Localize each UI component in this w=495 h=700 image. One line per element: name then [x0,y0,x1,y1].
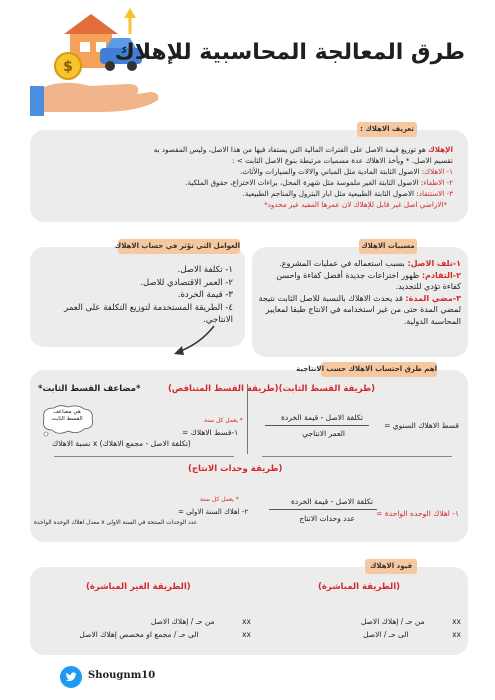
straight-line-denominator: العمر الانتاجي [302,429,345,438]
methods-tag: اهم طرق احتساب الاهلاك حسب الانتاجية [321,362,437,377]
cause-text: بسبب استعماله في عمليات المشروع. [279,259,408,268]
factor-item: ٤- الطريقة المستخدمة لتوزيع التكلفة على العمر الانتاجي. [64,302,233,325]
units-fraction-bar [269,509,377,510]
factor-item: ٢- العمر الاقتصادي للاصل. [140,277,233,288]
svg-text:$: $ [63,59,73,75]
definition-term: الإهلاك [428,145,453,154]
units-lhs [376,509,459,518]
definition-tag: تعريف الاهلاك : [357,122,417,137]
straight-line-fraction-bar [265,425,369,426]
definition-item-text: : الاصول الثابتة المادية مثل المباني والالات والسيارات والأثاث. [240,167,425,176]
entry-amount: xx [452,630,461,639]
entry-text: من حـ / إهلاك الاصل [150,617,215,626]
direct-entry-row [261,630,461,639]
factor-item: ٣- قيمة الخردة. [177,290,233,300]
cause-label: ١-تلف الاصل: [407,259,461,268]
declining-subtitle: *مضاعف القسط الثابت* [38,384,141,394]
entry-amount: xx [242,617,251,626]
entry-amount: xx [452,617,461,626]
entry-text: الى حـ / مجمع او مخصص إهلاك الاصل [79,630,199,639]
method-divider [247,384,248,454]
definition-item-label: ٢- الاطفاء [423,178,453,187]
cause-label: ٢-التقادم: [421,270,461,280]
definition-item-label: ١- الاهلاك [424,167,453,176]
factors-tag: العوامل التي تؤثر في حساب الاهلاك [118,239,240,254]
arrow-icon [170,322,220,358]
definition-note: *الاراضي اصل غير قابل للإهلاك لان عمرها المفيد غير محدود* [264,200,447,209]
indirect-entry-row [41,617,251,626]
methods-divider-line [262,456,452,457]
causes-tag: مسببات الاهلاك [359,239,417,254]
entry-amount: xx [242,630,251,639]
definition-line1: هو توزيع قيمة الاصل على الفترات المالية التي يستفاد فيها من هذا الاصل، وليس المقصود به [153,145,426,154]
entry-text: الى حـ / الاصل [363,630,409,639]
factor-item: ١- تكلفة الاصل. [177,265,233,275]
twitter-icon[interactable] [60,666,82,688]
methods-divider-line [54,456,234,457]
straight-line-numerator: تكلفة الاصل - قيمة الخردة [280,413,363,422]
definition-text [37,144,453,210]
entries-tag: قيود الاهلاك [365,559,417,574]
declining-formula: (تكلفة الاصل - مجمع الاهلاك) x نسبة الاهلاك [52,439,191,448]
declining-note: * يعمل كل سنة [204,417,243,424]
definition-item-text: : الاصول الثابتة الطبيعية مثل ابار البترول والمناجم الطبيعية. [242,189,419,198]
cause-text: ظهور اختراعات جديدة أفضل كفاءة واحسن كفاءة تؤدي للتجديد. [276,270,461,291]
direct-entry-row [261,617,461,626]
units-numerator: تكلفة الاصل - قيمة الخردة [290,497,373,506]
units-title: (طريقة وحدات الانتاج) [188,464,283,474]
cause-label: ٣-مضي المدة: [405,293,461,303]
declining-lhs: ١-قسط الاهلاك = [182,428,239,437]
definition-item-label: ٣- الاستنفاد [418,189,453,198]
units-note: * يعمل كل سنة [200,496,239,503]
indirect-method-title: (الطريقة الغير المباشرة) [86,582,191,592]
definition-line2: تقسيم الاصل. * ويأخذ الاهلاك عدة مسميات مرتبطة بنوع الاصل الثابت > : [232,156,453,165]
entry-text: من حـ / إهلاك الاصل [360,617,425,626]
definition-item-text: : الاصول الثابتة الغير ملموسة مثل شهرة المحل، براءات الاختراع، حقوق الملكية. [185,178,424,187]
causes-list [257,258,461,327]
straight-line-title: (طريقة القسط الثابت) [278,384,375,394]
indirect-entry-row [41,630,251,639]
units-lhs-text: ١- اهلاك الوحده الواحدة = [376,509,459,518]
cause-text: قد يحدث الاهلاك بالنسبة للاصل الثابت نتيجة لمضي المدة حتى من غير استخدامه في الانتاج طبقا لمعايير المحاسبة الدولية. [258,293,461,326]
units-second-lhs: ٢- اهلاك السنة الاولى = [178,508,249,516]
direct-method-title: (الطريقة المباشرة) [318,582,400,592]
units-denominator: عدد وحدات الانتاج [299,514,355,523]
speech-bubble-text: هي مضاعف القسط الثابت [51,409,83,422]
page-title: طرق المعالجة المحاسبية للإهلاك [114,40,465,65]
straight-line-lhs: قسط الاهلاك السنوي = [384,421,459,430]
factors-list [37,264,233,327]
twitter-handle[interactable]: Shougnm10 [88,670,156,681]
units-second-formula: عدد الوحدات المنتجة في السنة الاولى x معدل اهلاك الوحده الواحدة [34,520,198,526]
declining-title: (طريقة القسط المتناقص) [168,384,279,394]
entries-card [30,567,468,655]
